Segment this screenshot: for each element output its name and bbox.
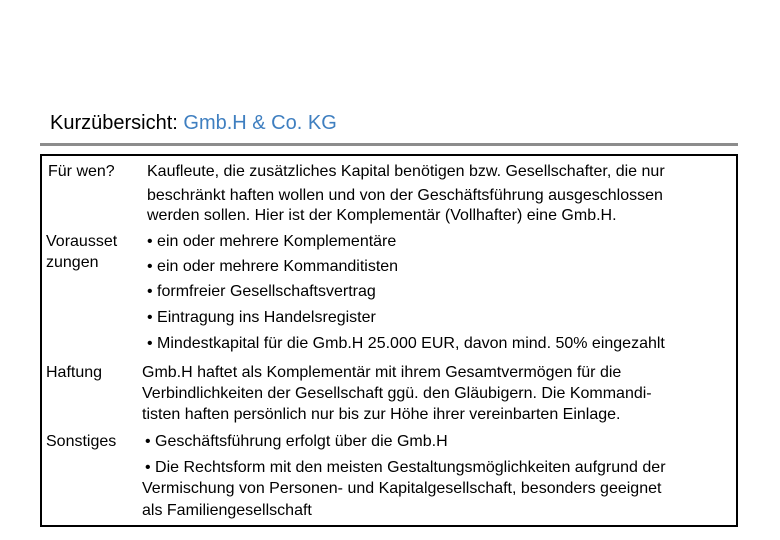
label-sonstiges: Sonstiges — [46, 433, 117, 450]
haftung-line-3: tisten haften persönlich nur bis zur Höhe ihrer vereinbarten Einlage. — [142, 406, 621, 423]
sonstiges-line-4: als Familiengesellschaft — [142, 502, 312, 519]
fuer-wen-line-2: beschränkt haften wollen und von der Geschäftsführung ausgeschlossen — [147, 187, 663, 204]
fuer-wen-line-3: werden sollen. Hier ist der Komplementär (Vollhafter) eine Gmb.H. — [147, 207, 617, 224]
haftung-line-1: Gmb.H haftet als Komplementär mit ihrem Gesamtvermögen für die — [142, 364, 622, 381]
sonstiges-line-3: Vermischung von Personen- und Kapitalgesellschaft, besonders geeignet — [142, 480, 662, 497]
label-voraussetzungen-2: zungen — [46, 254, 99, 271]
title-prefix: Kurzübersicht: — [50, 112, 184, 134]
haftung-line-2: Verbindlichkeiten der Gesellschaft ggü. den Gläubigern. Die Kommandi- — [142, 385, 652, 402]
voraussetzung-item: • ein oder mehrere Komplementäre — [147, 233, 397, 250]
fuer-wen-line-1: Kaufleute, die zusätzliches Kapital benötigen bzw. Gesellschafter, die nur — [147, 163, 665, 180]
sonstiges-line-1: • Geschäftsführung erfolgt über die Gmb.H — [145, 433, 448, 450]
voraussetzung-item: • formfreier Gesellschaftsvertrag — [147, 283, 376, 300]
voraussetzung-item: • ein oder mehrere Kommanditisten — [147, 258, 399, 275]
title-accent: Gmb.H & Co. KG — [183, 112, 337, 134]
sonstiges-line-2: • Die Rechtsform mit den meisten Gestaltungsmöglichkeiten aufgrund der — [145, 459, 666, 476]
label-haftung: Haftung — [46, 364, 103, 381]
page-title — [50, 112, 337, 135]
title-divider — [40, 143, 738, 146]
voraussetzung-item: • Eintragung ins Handelsregister — [147, 309, 376, 326]
label-fuer-wen: Für wen? — [48, 163, 115, 180]
voraussetzung-item: • Mindestkapital für die Gmb.H 25.000 EUR, davon mind. 50% eingezahlt — [147, 335, 665, 352]
label-voraussetzungen-1: Vorausset — [46, 233, 118, 250]
